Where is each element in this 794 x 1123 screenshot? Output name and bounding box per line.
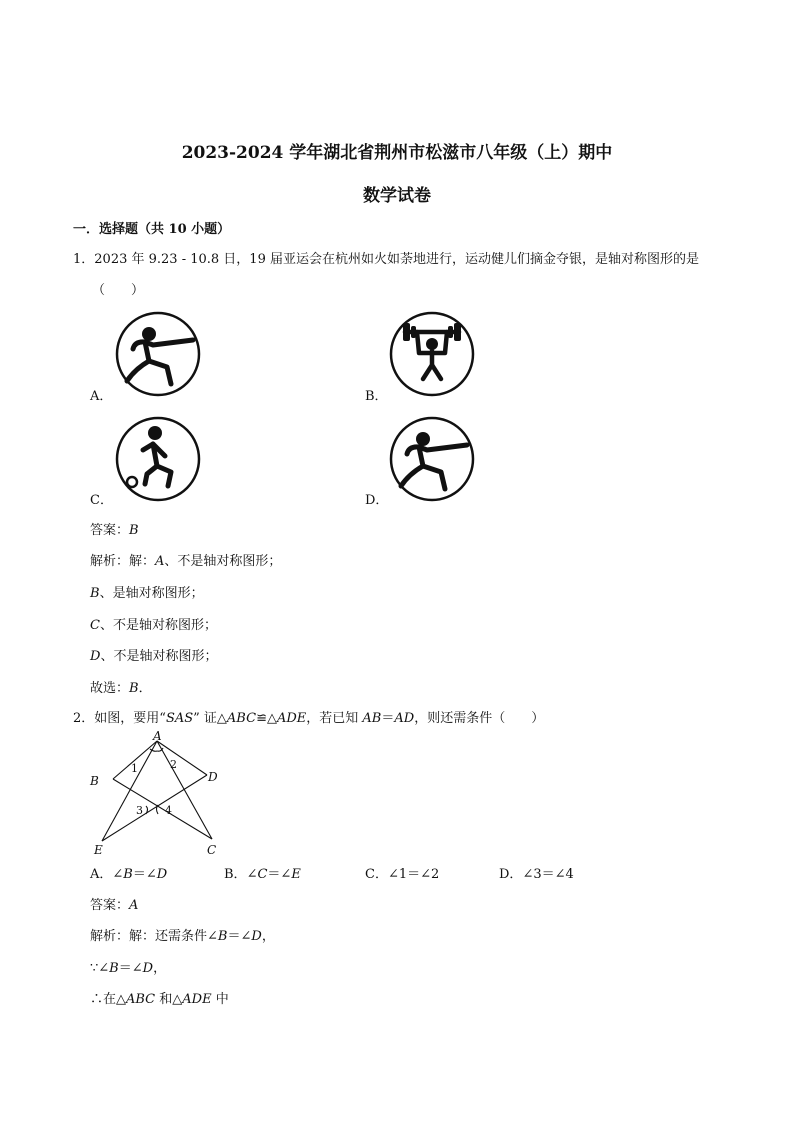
option-label: B． [224, 867, 247, 882]
q1-analysis-line-3 [90, 614, 217, 633]
q2-sas: SAS [165, 711, 194, 726]
option-text: ∠3＝∠4 [522, 867, 574, 882]
vertex-b-label: B [90, 774, 99, 788]
analysis-text: ∴在△ [90, 992, 126, 1007]
option-b-figure [387, 309, 477, 399]
soccer-pictogram-icon [117, 418, 199, 500]
q2-triangle-ade: ADE [276, 711, 307, 726]
option-text: ＝∠ [132, 867, 157, 882]
option-text: ∠ [112, 867, 124, 882]
analysis-option: D [90, 649, 101, 664]
conclusion-prefix: 故选： [90, 681, 130, 696]
vertex-c-label: C [207, 843, 217, 857]
option-a-label: A． [90, 389, 113, 404]
question-2-text [73, 707, 544, 726]
question-1-paren: （ ） [92, 283, 145, 298]
question-number: 2． [73, 711, 95, 726]
q2-text-part: ，若已知 [306, 711, 363, 726]
q2-option-a [90, 863, 167, 882]
analysis-var: ABC [126, 992, 156, 1007]
analysis-text: 解析：解：还需条件∠ [90, 929, 218, 944]
answer-value: A [129, 898, 139, 913]
analysis-text: ＝∠ [118, 961, 143, 976]
question-1-text [73, 248, 699, 267]
option-label: C． [365, 867, 388, 882]
q2-geometry-figure [86, 728, 236, 858]
analysis-text: 中 [211, 992, 229, 1007]
analysis-text: 和△ [155, 992, 183, 1007]
question-number: 1． [73, 252, 95, 267]
option-text: ∠1＝∠2 [387, 867, 440, 882]
answer-label: 答案： [90, 898, 130, 913]
analysis-text: ， [261, 929, 275, 944]
angle-1-label: 1 [131, 762, 138, 775]
analysis-text: ＝∠ [227, 929, 252, 944]
q2-text-part: ” 证△ [193, 711, 227, 726]
q1-answer [90, 519, 139, 538]
option-text: ∠ [246, 867, 258, 882]
q2-answer [90, 894, 138, 913]
q1-analysis-line-2 [90, 582, 204, 601]
angle-2-label: 2 [170, 758, 177, 771]
q1-analysis-line-4 [90, 645, 217, 664]
option-var: D [156, 867, 168, 882]
segment-bc [113, 779, 212, 839]
option-d-label: D． [365, 493, 389, 508]
analysis-var: D [142, 961, 154, 976]
analysis-prefix: 解析：解： [90, 554, 156, 569]
q2-analysis-line-3 [90, 988, 229, 1007]
analysis-option: A [155, 554, 165, 569]
q2-text-part: ，则还需条件（ ） [414, 711, 545, 726]
q2-triangle-abc: ABC [226, 711, 257, 726]
option-var: B [123, 867, 133, 882]
exam-title: 2023-2024 学年湖北省荆州市松滋市八年级（上）期中 [181, 143, 613, 163]
option-d-figure [387, 414, 477, 504]
vertex-e-label: E [94, 843, 103, 857]
option-c-figure [113, 414, 203, 504]
vertex-d-label: D [208, 770, 218, 784]
fencing-pictogram-icon [117, 313, 199, 395]
q1-conclusion [90, 677, 152, 696]
exam-subtitle: 数学试卷 [363, 186, 431, 206]
analysis-var: B [109, 961, 119, 976]
q2-text-part: ＝ [381, 711, 395, 726]
q2-segment-ab: AB [362, 711, 382, 726]
angle-3-label: 3 [136, 804, 143, 817]
analysis-option: C [90, 618, 100, 633]
option-c-label: C． [90, 493, 113, 508]
q2-option-d [499, 863, 574, 882]
q2-option-c [365, 863, 439, 882]
angle-4-label: 4 [165, 804, 172, 817]
answer-label: 答案： [90, 523, 130, 538]
analysis-text: ∵∠ [90, 961, 110, 976]
q2-analysis-line-1 [90, 925, 275, 944]
analysis-text: 、不是轴对称图形； [164, 554, 282, 569]
analysis-var: B [217, 929, 228, 944]
analysis-text: 、不是轴对称图形； [99, 618, 217, 633]
conclusion-suffix: ． [138, 681, 152, 696]
q2-analysis-line-2 [90, 957, 166, 976]
analysis-var: ADE [182, 992, 212, 1007]
option-var: E [291, 867, 301, 882]
analysis-option: B [90, 586, 100, 601]
segment-ad [157, 741, 207, 775]
option-label: A． [90, 867, 113, 882]
q1-analysis-line-1 [90, 550, 281, 569]
angle-4-arc [157, 805, 159, 814]
vertex-a-label: A [153, 729, 162, 743]
fencing-pictogram-icon [391, 418, 473, 500]
analysis-text: 、不是轴对称图形； [100, 649, 218, 664]
q2-option-b [224, 863, 301, 882]
segment-ae [102, 741, 157, 841]
section-heading: 一．选择题（共 10 小题） [73, 222, 231, 237]
option-label: D． [499, 867, 523, 882]
question-body: 2023 年 9.23 - 10.8 日，19 届亚运会在杭州如火如荼地进行，运动健儿们摘金夺银，是轴对称图形的是 [94, 252, 699, 267]
answer-value: B [129, 523, 139, 538]
analysis-var: D [251, 929, 262, 944]
segment-de [102, 775, 207, 841]
q2-segment-ad: AD [394, 711, 415, 726]
analysis-text: 、是轴对称图形； [99, 586, 204, 601]
option-a-figure [113, 309, 203, 399]
option-var: C [257, 867, 268, 882]
q2-text-part: 如图，要用“ [94, 711, 166, 726]
segment-ac [157, 741, 212, 839]
q2-text-part: ≌△ [256, 711, 277, 726]
conclusion-value: B [129, 681, 139, 696]
option-text: ＝∠ [267, 867, 292, 882]
analysis-text: ， [153, 961, 167, 976]
weightlifting-pictogram-icon [391, 313, 473, 395]
option-b-label: B． [365, 389, 388, 404]
